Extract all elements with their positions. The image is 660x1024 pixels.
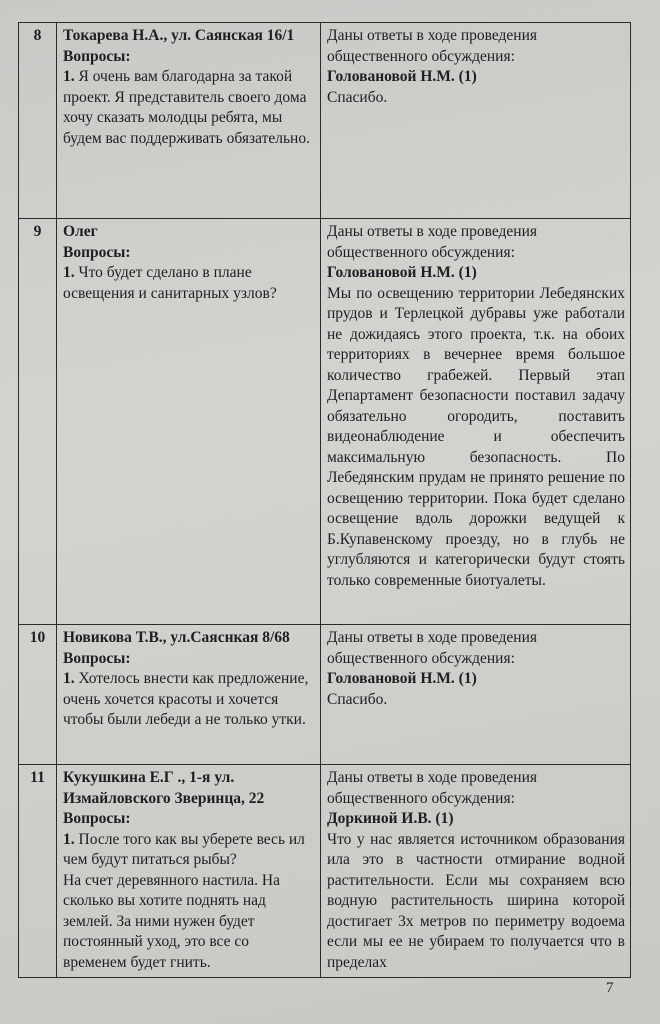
question-item xyxy=(63,67,315,149)
row-number: 11 xyxy=(19,765,57,978)
table-row xyxy=(19,219,631,625)
question-cell xyxy=(57,765,321,978)
answer-intro: Даны ответы в ходе проведения общественного обсуждения: xyxy=(327,223,538,261)
author-name: Токарева Н.А., ул. Саянская 16/1 xyxy=(63,27,295,44)
table-row xyxy=(19,23,631,219)
row-number: 9 xyxy=(19,219,57,625)
question-cell xyxy=(57,625,321,765)
answer-intro: Даны ответы в ходе проведения общественного обсуждения: xyxy=(327,27,538,65)
answer-cell xyxy=(321,625,631,765)
answerer-name: Головановой Н.М. (1) xyxy=(327,264,477,281)
question-item xyxy=(63,830,315,871)
author-name: Олег xyxy=(63,223,98,240)
answer-cell xyxy=(321,23,631,219)
answer-text: Спасибо. xyxy=(327,88,388,106)
author-name: Кукушкина Е.Г ., 1-я ул. Измайловского Зверинца, 22 xyxy=(63,769,265,807)
answer-cell xyxy=(321,765,631,978)
table-row xyxy=(19,765,631,978)
row-number: 8 xyxy=(19,23,57,219)
answer-cell xyxy=(321,219,631,625)
answerer-name: Головановой Н.М. (1) xyxy=(327,68,477,85)
question-item: На счет деревянного настила. На сколько вы хотите поднять над землей. За ними нужен будет постоянный уход, это все со временем будет гнить. xyxy=(63,871,280,971)
questions-label: Вопросы: xyxy=(63,810,131,827)
answer-intro: Даны ответы в ходе проведения общественного обсуждения: xyxy=(327,629,538,667)
question-text: Хотелось внести как предложение, очень хочется красоты и хочется чтобы были лебеди а не только утки. xyxy=(63,670,309,728)
question-number: 1. xyxy=(63,264,75,281)
page-number: 7 xyxy=(606,980,614,996)
answer-text: Мы по освещению территории Лебедянских прудов и Терлецкой дубравы уже работали не дожидаясь этого проекта, т.к. на обоих территориях в вечернее время большое количество грабежей. Первый этап Департамент безопасности поставил задачу обязательно огородить, поставить видеонаблюдение и обеспечить максимальную безопасность. По Лебедянским прудам не принято решение по освещению территории. Пока будет сделано освещение вдоль дорожки ведущей к Б.Купавенскому проезду, но в глубь не углубляются и категорически будут стоять только современные биотуалеты. xyxy=(327,284,625,589)
discussion-table xyxy=(18,22,631,978)
author-name: Новикова Т.В., ул.Саяснкая 8/68 xyxy=(63,629,290,646)
row-number: 10 xyxy=(19,625,57,765)
questions-label: Вопросы: xyxy=(63,649,131,667)
question-text: После того как вы уберете весь ил чем будут питаться рыбы? xyxy=(63,830,305,868)
answer-text: Спасибо. xyxy=(327,690,388,708)
question-number: 1. xyxy=(63,830,75,848)
question-cell xyxy=(57,23,321,219)
answer-text: Что у нас является источником образования ила это в частности отмирание водной растительности. Если мы сохраняем всю водную растительность ширина которой достигает 3х метров по периметру водоема если мы ее не убираем то получается что в пределах xyxy=(327,830,625,971)
questions-label: Вопросы: xyxy=(63,47,131,65)
answerer-name: Головановой Н.М. (1) xyxy=(327,670,477,687)
question-number: 1. xyxy=(63,670,75,687)
question-text: Я очень вам благодарна за такой проект. Я представитель своего дома хочу сказать молодцы ребята, мы будем вас поддерживать обязательно. xyxy=(63,68,310,147)
question-text: Что будет сделано в плане освещения и санитарных узлов? xyxy=(63,264,277,302)
questions-label: Вопросы: xyxy=(63,243,131,261)
answer-intro: Даны ответы в ходе проведения общественного обсуждения: xyxy=(327,769,538,807)
question-number: 1. xyxy=(63,68,75,85)
answerer-name: Доркиной И.В. (1) xyxy=(327,810,454,827)
question-item xyxy=(63,669,315,731)
question-cell xyxy=(57,219,321,625)
table-row xyxy=(19,625,631,765)
question-item xyxy=(63,263,315,304)
